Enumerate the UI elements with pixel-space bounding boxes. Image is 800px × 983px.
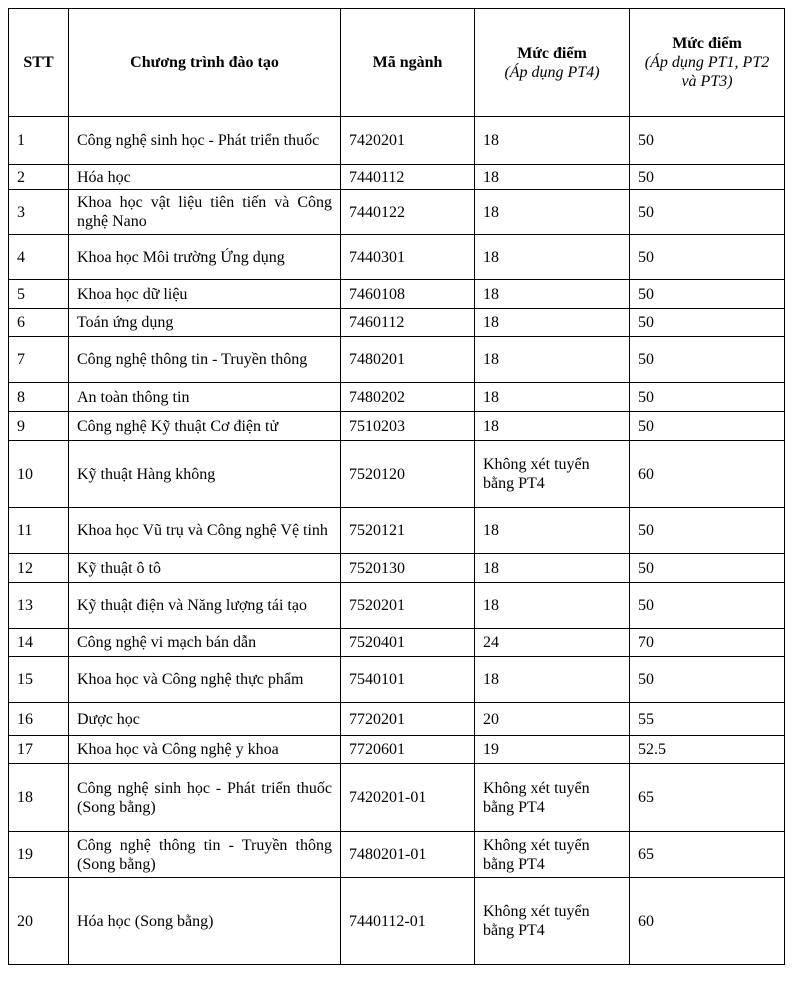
cell-pt123-score: 50 (630, 190, 785, 235)
cell-pt4-score: 18 (475, 657, 630, 703)
cell-program: Khoa học vật liệu tiên tiến và Công nghệ Nano (69, 190, 341, 235)
cell-code: 7440122 (341, 190, 475, 235)
table-row (9, 235, 785, 280)
cell-pt123-score: 50 (630, 583, 785, 629)
cell-code: 7720201 (341, 703, 475, 736)
cell-stt: 20 (9, 878, 69, 965)
cell-program: Công nghệ Kỹ thuật Cơ điện tử (69, 412, 341, 441)
cell-pt123-score: 50 (630, 235, 785, 280)
cell-code: 7480201 (341, 337, 475, 383)
cell-stt: 11 (9, 508, 69, 554)
table-row (9, 878, 785, 965)
cell-program: Khoa học và Công nghệ y khoa (69, 736, 341, 764)
cell-pt4-score: 18 (475, 583, 630, 629)
header-pt4 (475, 9, 630, 117)
cell-code: 7510203 (341, 412, 475, 441)
cell-pt4-score: 19 (475, 736, 630, 764)
cell-stt: 1 (9, 117, 69, 165)
table-row (9, 309, 785, 337)
cell-code: 7520130 (341, 554, 475, 583)
cell-code: 7480202 (341, 383, 475, 412)
cell-stt: 18 (9, 764, 69, 832)
table-row (9, 764, 785, 832)
cell-stt: 19 (9, 832, 69, 878)
cell-program: Khoa học và Công nghệ thực phẩm (69, 657, 341, 703)
cell-program: Toán ứng dụng (69, 309, 341, 337)
table-body (9, 117, 785, 965)
cell-program: Khoa học dữ liệu (69, 280, 341, 309)
table-row (9, 508, 785, 554)
header-code: Mã ngành (341, 9, 475, 117)
cell-stt: 2 (9, 165, 69, 190)
cell-pt123-score: 50 (630, 117, 785, 165)
score-table-container (8, 8, 785, 965)
header-pt123-title: Mức điểm (672, 35, 742, 52)
cell-stt: 8 (9, 383, 69, 412)
cell-pt123-score: 50 (630, 280, 785, 309)
table-row (9, 190, 785, 235)
header-program: Chương trình đào tạo (69, 9, 341, 117)
cell-pt123-score: 65 (630, 764, 785, 832)
cell-program: Kỹ thuật Hàng không (69, 441, 341, 508)
cell-pt4-score: Không xét tuyển bằng PT4 (475, 832, 630, 878)
header-pt4-note: (Áp dụng PT4) (504, 63, 600, 81)
cell-stt: 9 (9, 412, 69, 441)
cell-program: Hóa học (69, 165, 341, 190)
table-row (9, 412, 785, 441)
cell-pt4-score: 18 (475, 117, 630, 165)
cell-pt4-score: Không xét tuyển bằng PT4 (475, 764, 630, 832)
cell-program: Công nghệ sinh học - Phát triển thuốc (69, 117, 341, 165)
cell-pt4-score: Không xét tuyển bằng PT4 (475, 441, 630, 508)
cell-pt4-score: 18 (475, 412, 630, 441)
cell-pt4-score: 18 (475, 554, 630, 583)
cell-program: Hóa học (Song bằng) (69, 878, 341, 965)
cell-program: Kỹ thuật ô tô (69, 554, 341, 583)
cell-pt123-score: 52.5 (630, 736, 785, 764)
cell-pt4-score: 18 (475, 508, 630, 554)
table-row (9, 703, 785, 736)
cell-code: 7540101 (341, 657, 475, 703)
cell-pt123-score: 60 (630, 878, 785, 965)
cell-stt: 15 (9, 657, 69, 703)
header-pt4-title: Mức điểm (517, 44, 587, 62)
cell-pt123-score: 50 (630, 554, 785, 583)
cell-code: 7460108 (341, 280, 475, 309)
table-row (9, 736, 785, 764)
cell-stt: 4 (9, 235, 69, 280)
cell-program: Dược học (69, 703, 341, 736)
cell-pt123-score: 50 (630, 165, 785, 190)
cell-program: Công nghệ sinh học - Phát triển thuốc (Song bằng) (69, 764, 341, 832)
cell-stt: 7 (9, 337, 69, 383)
header-stt: STT (9, 9, 69, 117)
cell-code: 7460112 (341, 309, 475, 337)
cell-program: Khoa học Môi trường Ứng dụng (69, 235, 341, 280)
cell-code: 7720601 (341, 736, 475, 764)
cell-pt123-score: 65 (630, 832, 785, 878)
table-row (9, 165, 785, 190)
cell-pt123-score: 55 (630, 703, 785, 736)
table-row (9, 554, 785, 583)
cell-program: Công nghệ thông tin - Truyền thông (69, 337, 341, 383)
cell-pt4-score: 18 (475, 165, 630, 190)
header-pt123-note: (Áp dụng PT1, PT2 và PT3) (644, 54, 770, 90)
cell-pt123-score: 50 (630, 309, 785, 337)
cell-pt4-score: 18 (475, 280, 630, 309)
cell-pt4-score: 18 (475, 190, 630, 235)
table-row (9, 337, 785, 383)
cell-pt123-score: 50 (630, 657, 785, 703)
cell-pt123-score: 50 (630, 508, 785, 554)
cell-pt4-score: Không xét tuyển bằng PT4 (475, 878, 630, 965)
cell-program: An toàn thông tin (69, 383, 341, 412)
cell-stt: 6 (9, 309, 69, 337)
cell-stt: 10 (9, 441, 69, 508)
cell-code: 7520401 (341, 629, 475, 657)
cell-stt: 5 (9, 280, 69, 309)
cell-code: 7440301 (341, 235, 475, 280)
cell-stt: 14 (9, 629, 69, 657)
cell-program: Kỹ thuật điện và Năng lượng tái tạo (69, 583, 341, 629)
admission-score-table (8, 8, 785, 965)
cell-stt: 3 (9, 190, 69, 235)
cell-pt123-score: 60 (630, 441, 785, 508)
table-row (9, 583, 785, 629)
cell-code: 7440112-01 (341, 878, 475, 965)
cell-code: 7520201 (341, 583, 475, 629)
cell-stt: 17 (9, 736, 69, 764)
cell-pt4-score: 24 (475, 629, 630, 657)
table-row (9, 280, 785, 309)
cell-program: Công nghệ vi mạch bán dẫn (69, 629, 341, 657)
cell-pt123-score: 50 (630, 337, 785, 383)
table-row (9, 629, 785, 657)
cell-code: 7420201 (341, 117, 475, 165)
table-header (9, 9, 785, 117)
cell-stt: 12 (9, 554, 69, 583)
cell-pt123-score: 50 (630, 412, 785, 441)
table-row (9, 383, 785, 412)
table-row (9, 117, 785, 165)
cell-program: Công nghệ thông tin - Truyền thông (Song bằng) (69, 832, 341, 878)
cell-stt: 16 (9, 703, 69, 736)
cell-code: 7520120 (341, 441, 475, 508)
cell-code: 7440112 (341, 165, 475, 190)
table-row (9, 657, 785, 703)
cell-pt4-score: 18 (475, 337, 630, 383)
header-row (9, 9, 785, 117)
cell-code: 7420201-01 (341, 764, 475, 832)
cell-pt123-score: 70 (630, 629, 785, 657)
cell-pt123-score: 50 (630, 383, 785, 412)
cell-pt4-score: 18 (475, 235, 630, 280)
cell-program: Khoa học Vũ trụ và Công nghệ Vệ tinh (69, 508, 341, 554)
cell-code: 7520121 (341, 508, 475, 554)
cell-pt4-score: 18 (475, 309, 630, 337)
table-row (9, 441, 785, 508)
header-pt123 (630, 9, 785, 117)
cell-code: 7480201-01 (341, 832, 475, 878)
cell-pt4-score: 20 (475, 703, 630, 736)
cell-stt: 13 (9, 583, 69, 629)
table-row (9, 832, 785, 878)
cell-pt4-score: 18 (475, 383, 630, 412)
